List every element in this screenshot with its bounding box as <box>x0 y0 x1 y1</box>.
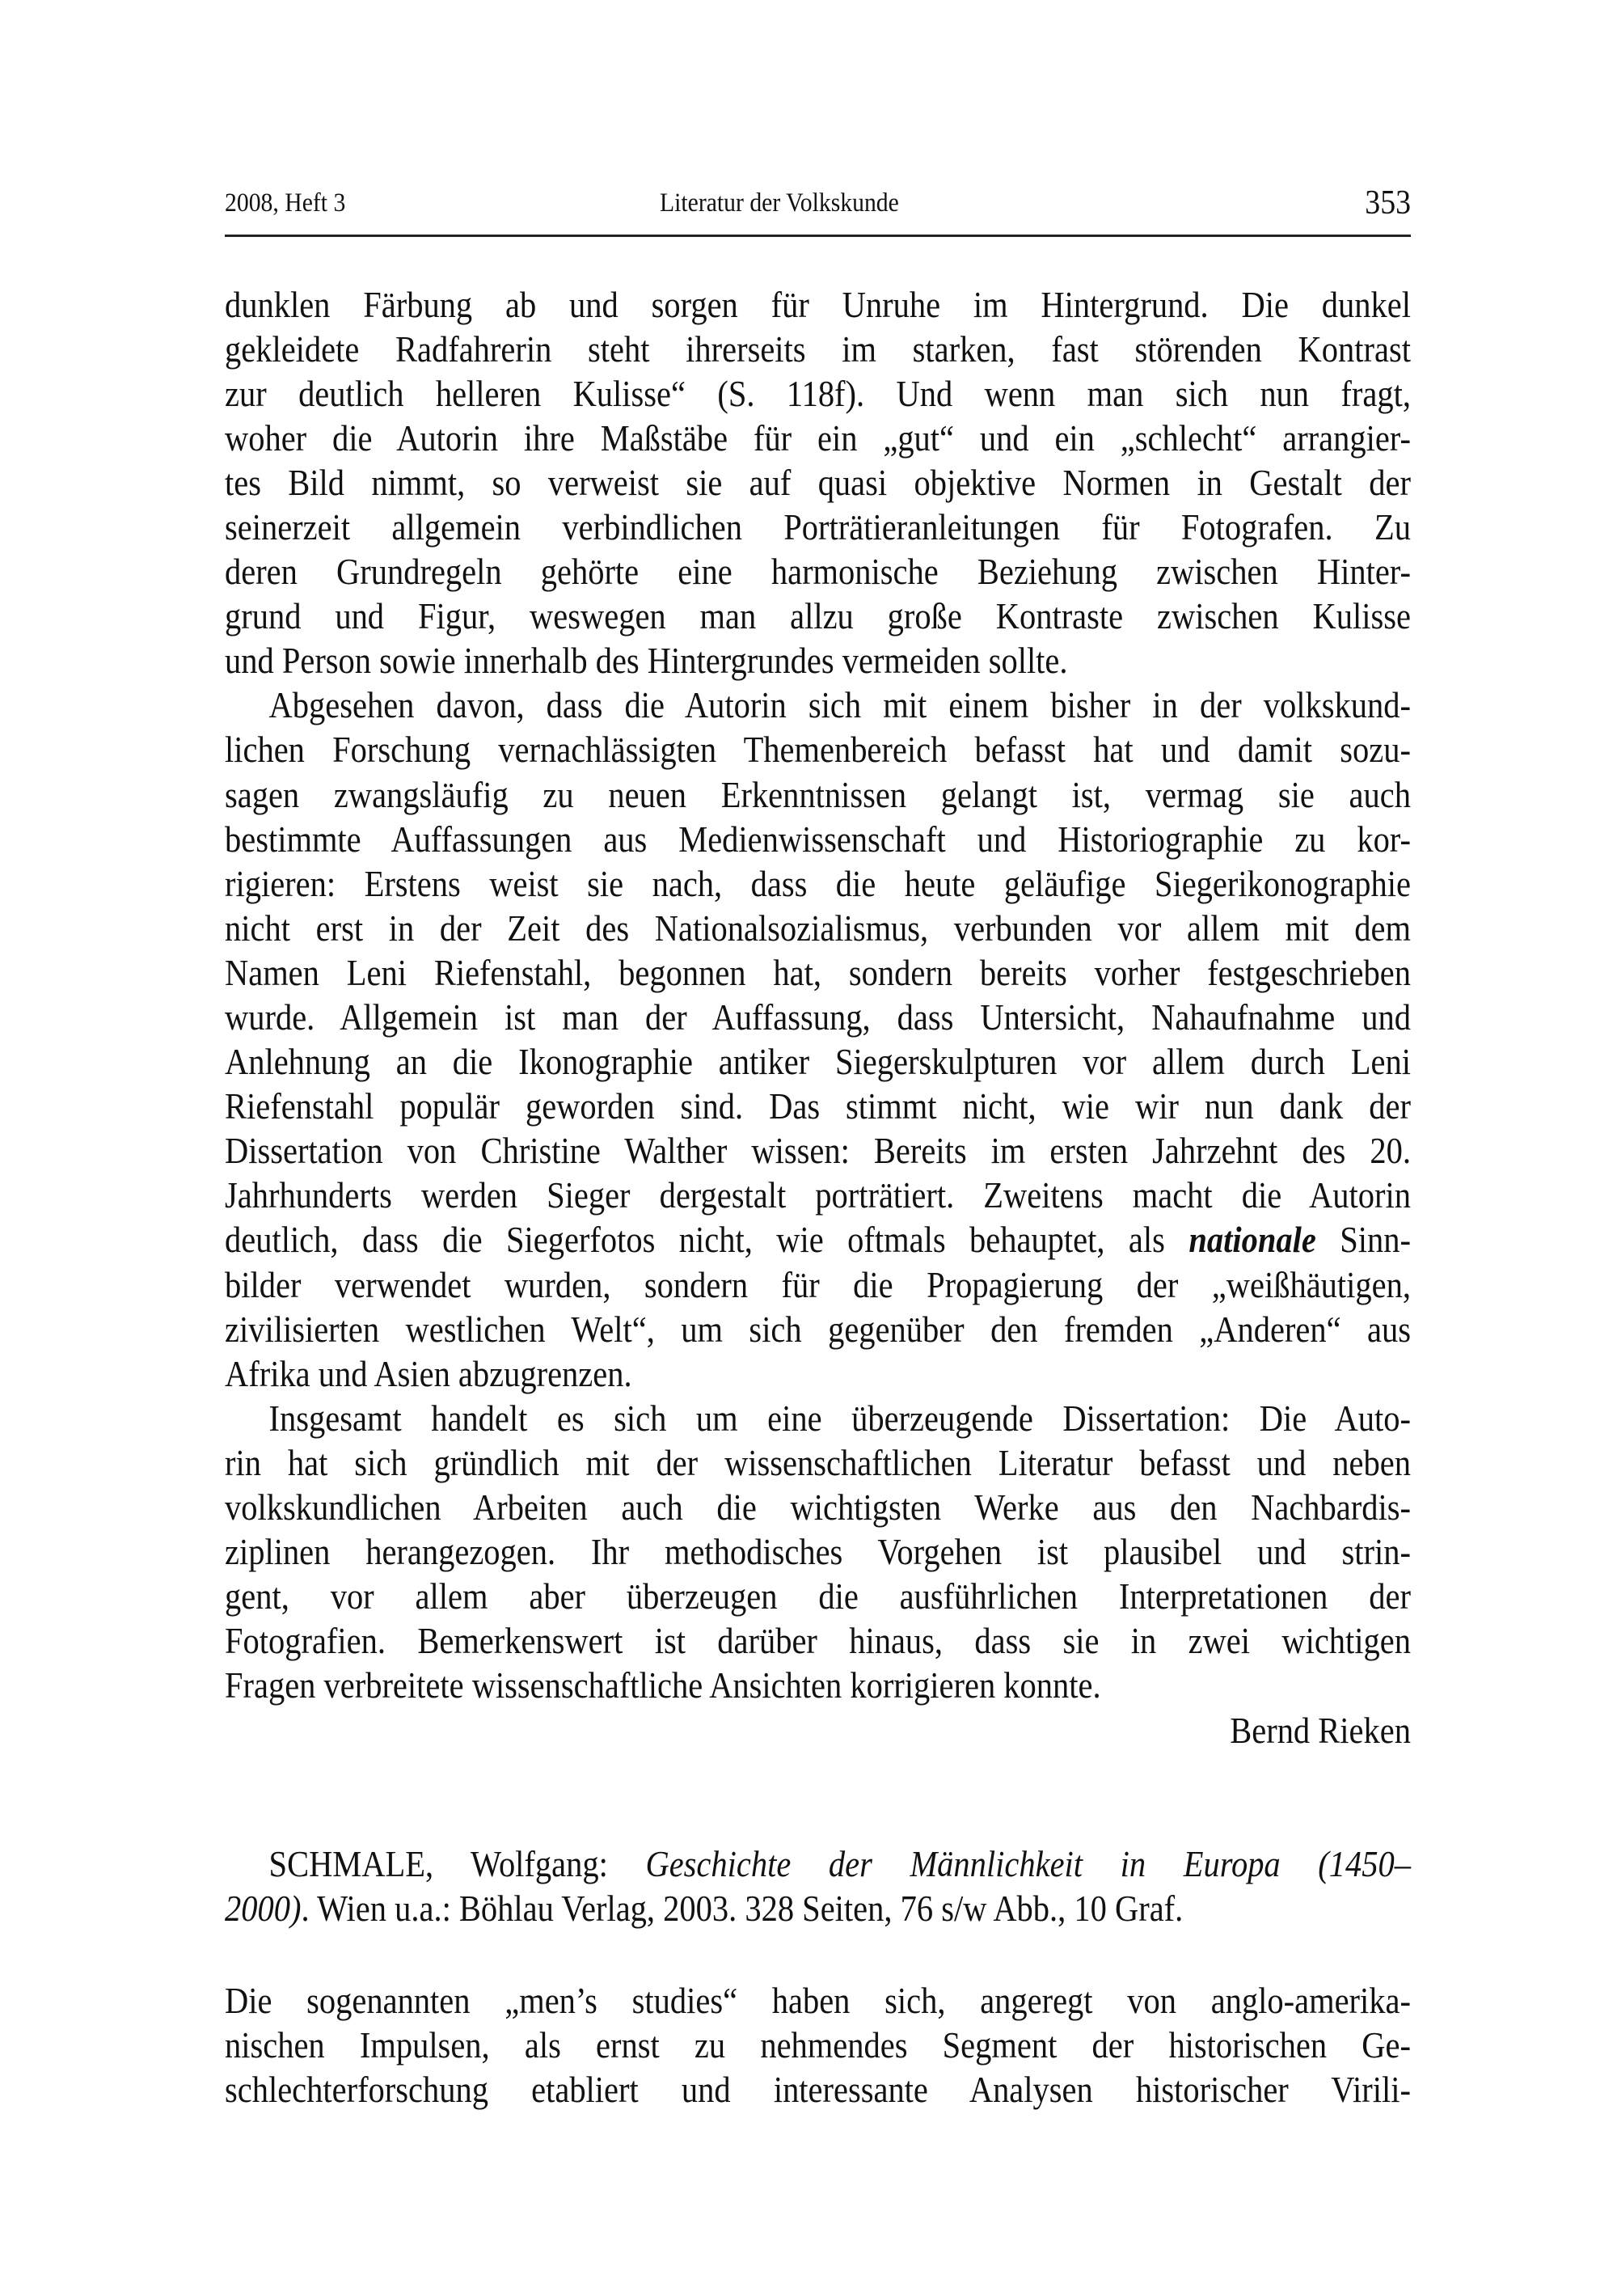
text-line <box>225 1396 1411 1440</box>
text-line-content <box>225 2067 1411 2112</box>
text-line-content <box>225 282 1411 327</box>
text-segment: sagen zwangsläufig zu neuen Erkenntnissen gelangt ist, vermag sie auch <box>225 773 1411 815</box>
emphasized-text: nationale <box>1188 1219 1316 1261</box>
text-line-content <box>225 1396 1411 1440</box>
text-line-content <box>225 727 1411 772</box>
text-segment: Insgesamt handelt es sich um eine überzeugende Dissertation: Die Auto- <box>268 1397 1411 1439</box>
text-line-content <box>225 594 1411 638</box>
text-line-content <box>225 772 1411 817</box>
text-line <box>225 460 1411 505</box>
text-line <box>225 950 1411 995</box>
text-line <box>225 1886 1411 1930</box>
review-text-schmale <box>225 1978 1411 2112</box>
text-line <box>225 1978 1411 2023</box>
text-line-content <box>225 1663 1411 1707</box>
text-line-content <box>225 1978 1411 2023</box>
text-segment: nischen Impulsen, als ernst zu nehmendes Segment der historischen Ge- <box>225 2024 1411 2066</box>
text-line-content <box>225 1485 1411 1529</box>
text-segment: deutlich, dass die Siegerfotos nicht, wie oftmals behauptet, als <box>225 1219 1189 1261</box>
text-segment: grund und Figur, weswegen man allzu große Kontraste zwischen Kulisse <box>225 595 1411 637</box>
text-line <box>225 1841 1411 1886</box>
text-line <box>225 1574 1411 1618</box>
text-segment: zur deutlich helleren Kulisse“ (S. 118f). Und wenn man sich nun fragt, <box>225 372 1411 414</box>
text-segment: . Wien u.a.: Böhlau Verlag, 2003. 328 Seiten, 76 s/w Abb., 10 Graf. <box>301 1888 1184 1930</box>
text-segment: Fotografien. Bemerkenswert ist darüber hinaus, dass sie in zwei wichtigen <box>225 1620 1411 1662</box>
text-line <box>225 1618 1411 1663</box>
text-line <box>225 638 1411 683</box>
text-segment: woher die Autorin ihre Maßstäbe für ein „gut“ und ein „schlecht“ arrangier- <box>225 416 1411 459</box>
running-header-title: Literatur der Volkskunde <box>660 188 899 218</box>
text-line <box>225 683 1411 727</box>
text-segment: gent, vor allem aber überzeugen die ausführlichen Interpretationen der <box>225 1575 1411 1617</box>
text-segment: rigieren: Erstens weist sie nach, dass die heute geläufige Siegerikonographie <box>225 862 1411 904</box>
text-segment: dunklen Färbung ab und sorgen für Unruhe im Hintergrund. Die dunkel <box>225 283 1411 325</box>
text-line <box>225 772 1411 817</box>
author-signature <box>225 1708 1411 1753</box>
running-header-issue: 2008, Heft 3 <box>225 188 346 218</box>
text-line-content <box>225 1708 1411 1753</box>
text-segment: deren Grundregeln gehörte eine harmonische Beziehung zwischen Hinter- <box>225 551 1411 593</box>
text-line <box>225 1663 1411 1707</box>
text-segment: Afrika und Asien abzugrenzen. <box>225 1352 632 1394</box>
text-line-content <box>225 1173 1411 1217</box>
text-segment: ziplinen herangezogen. Ihr methodisches Vorgehen ist plausibel und strin- <box>225 1531 1411 1573</box>
text-segment: Fragen verbreitete wissenschaftliche Ansichten korrigieren konnte. <box>225 1664 1101 1706</box>
text-line-content <box>225 327 1411 371</box>
text-line-content <box>225 1039 1411 1084</box>
text-segment: Anlehnung an die Ikonographie antiker Siegerskulpturen vor allem durch Leni <box>225 1041 1411 1083</box>
text-line <box>225 1351 1411 1396</box>
text-line-content <box>225 549 1411 594</box>
text-segment: und Person sowie innerhalb des Hintergrundes vermeiden sollte. <box>225 640 1068 682</box>
emphasized-text: Geschichte der Männlichkeit in Europa (1450– <box>645 1843 1411 1884</box>
text-line <box>225 371 1411 416</box>
text-line-content <box>225 1841 1411 1886</box>
text-segment: Dissertation von Christine Walther wissen: Bereits im ersten Jahrzehnt des 20. <box>225 1130 1411 1172</box>
text-line <box>225 2067 1411 2112</box>
text-line-content <box>225 1529 1411 1574</box>
emphasized-text: 2000) <box>225 1888 302 1930</box>
text-line <box>225 906 1411 950</box>
text-line-content <box>225 1618 1411 1663</box>
text-segment: tes Bild nimmt, so verweist sie auf quasi objektive Normen in Gestalt der <box>225 461 1411 503</box>
review-heading-schmale <box>225 1841 1411 1930</box>
text-line-content <box>225 906 1411 950</box>
text-segment: bilder verwendet wurden, sondern für die Propagierung der „weißhäutigen, <box>225 1263 1411 1305</box>
text-segment: wurde. Allgemein ist man der Auffassung, dass Untersicht, Nahaufnahme und <box>225 996 1411 1038</box>
text-line <box>225 1128 1411 1173</box>
text-line-content <box>225 638 1411 683</box>
text-line <box>225 861 1411 906</box>
text-line <box>225 327 1411 371</box>
text-line-content <box>225 995 1411 1039</box>
text-line-content <box>225 1217 1411 1262</box>
text-line-content <box>225 2023 1411 2067</box>
text-line-content <box>225 861 1411 906</box>
text-line <box>225 2023 1411 2067</box>
text-line-content <box>225 1351 1411 1396</box>
text-segment: Namen Leni Riefenstahl, begonnen hat, sondern bereits vorher festgeschrieben <box>225 951 1411 993</box>
text-line <box>225 1485 1411 1529</box>
text-line-content <box>225 683 1411 727</box>
text-line-content <box>225 1307 1411 1351</box>
text-line-content <box>225 416 1411 460</box>
text-line <box>225 1307 1411 1351</box>
text-segment: zivilisierten westlichen Welt“, um sich gegenüber den fremden „Anderen“ aus <box>225 1308 1411 1350</box>
text-segment: Die sogenannten „men’s studies“ haben sich, angeregt von anglo-amerika- <box>225 1980 1411 2021</box>
text-line <box>225 817 1411 861</box>
text-segment: SCHMALE, Wolfgang: <box>268 1843 646 1884</box>
text-line <box>225 1084 1411 1128</box>
text-segment: nicht erst in der Zeit des Nationalsozialismus, verbunden vor allem mit dem <box>225 907 1411 949</box>
text-line-content <box>225 1574 1411 1618</box>
text-segment: seinerzeit allgemein verbindlichen Porträtieranleitungen für Fotografen. Zu <box>225 505 1411 548</box>
text-segment: Abgesehen davon, dass die Autorin sich mit einem bisher in der volkskund- <box>268 684 1411 726</box>
text-line <box>225 995 1411 1039</box>
text-line <box>225 282 1411 327</box>
text-line <box>225 594 1411 638</box>
text-line-content <box>225 505 1411 549</box>
text-segment: Sinn- <box>1315 1219 1411 1261</box>
text-segment: Jahrhunderts werden Sieger dergestalt porträtiert. Zweitens macht die Autorin <box>225 1174 1411 1216</box>
text-segment: lichen Forschung vernachlässigten Themenbereich befasst hat und damit sozu- <box>225 729 1411 771</box>
page-number: 353 <box>1365 184 1411 222</box>
text-line <box>225 505 1411 549</box>
text-line <box>225 1529 1411 1574</box>
text-line <box>225 416 1411 460</box>
text-line-content <box>225 817 1411 861</box>
review-text-continued <box>225 282 1411 1753</box>
text-segment: rin hat sich gründlich mit der wissenschaftlichen Literatur befasst und neben <box>225 1441 1411 1483</box>
text-line-content <box>225 1128 1411 1173</box>
text-segment: Riefenstahl populär geworden sind. Das stimmt nicht, wie wir nun dank der <box>225 1085 1411 1127</box>
text-line <box>225 1039 1411 1084</box>
text-line-content <box>225 460 1411 505</box>
text-segment: gekleidete Radfahrerin steht ihrerseits im starken, fast störenden Kontrast <box>225 328 1411 370</box>
text-segment: volkskundlichen Arbeiten auch die wichtigsten Werke aus den Nachbardis- <box>225 1486 1411 1529</box>
text-line-content <box>225 1262 1411 1307</box>
text-segment: schlechterforschung etabliert und interessante Analysen historischer Virili- <box>225 2069 1411 2111</box>
text-line <box>225 1217 1411 1262</box>
text-line <box>225 1440 1411 1485</box>
text-line-content <box>225 1084 1411 1128</box>
text-line-content <box>225 950 1411 995</box>
text-line-content <box>225 371 1411 416</box>
text-segment: bestimmte Auffassungen aus Medienwissenschaft und Historiographie zu kor- <box>225 818 1411 860</box>
text-line-content <box>225 1440 1411 1485</box>
text-line <box>225 1262 1411 1307</box>
text-line-content <box>225 1886 1411 1930</box>
text-line <box>225 727 1411 772</box>
text-segment: Bernd Rieken <box>1230 1709 1411 1751</box>
text-line <box>225 1173 1411 1217</box>
text-line <box>225 549 1411 594</box>
header-rule <box>225 235 1411 237</box>
